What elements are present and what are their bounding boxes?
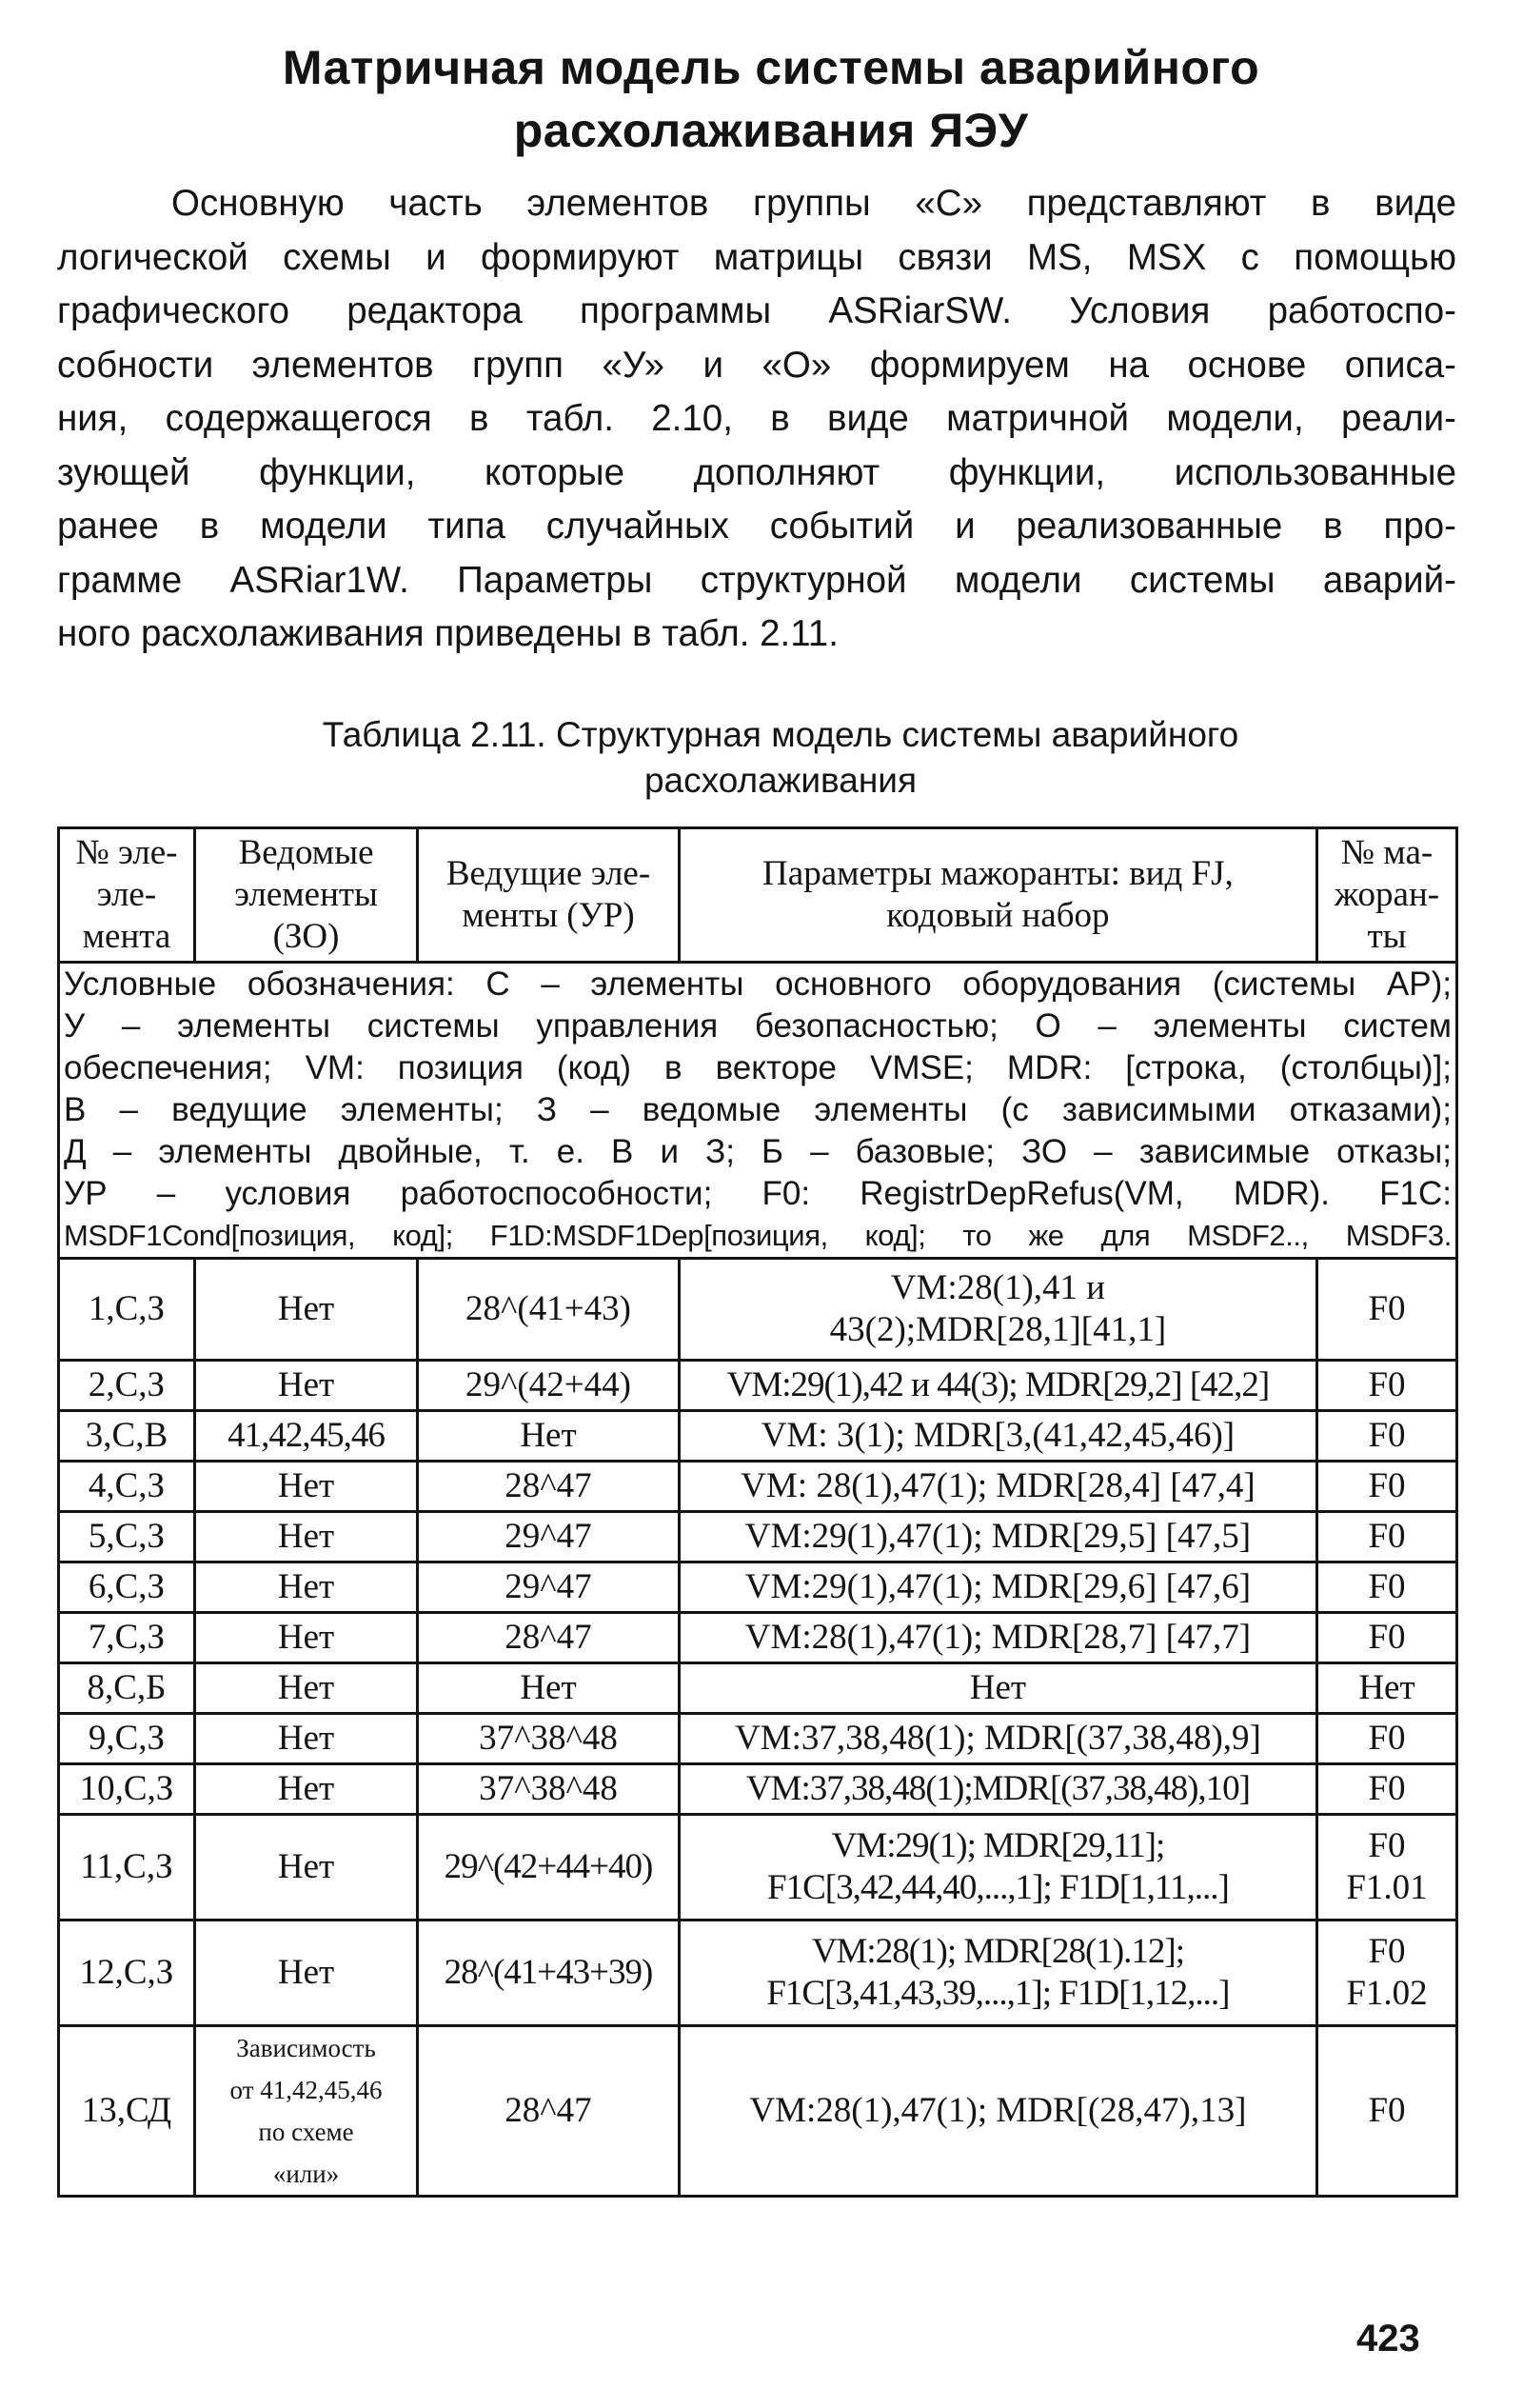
cell-element: 6,С,З [59,1562,195,1613]
cell-dependent: Нет [194,1512,417,1562]
cell-dependent: Нет [194,1815,417,1920]
cell-element: 5,С,З [59,1512,195,1562]
cell-majorant: F0 [1316,1259,1456,1361]
cell-majorant: F0 [1316,1462,1456,1512]
cell-leading: 29^47 [418,1562,680,1613]
cell-leading: 28^(41+43+39) [418,1920,680,2026]
cell-element: 2,С,З [59,1361,195,1411]
table-row [59,1764,1457,1815]
title-line-2: расхолаживания ЯЭУ [513,104,1029,157]
caption-line-1: Таблица 2.11. Структурная модель системы аварийного [322,715,1239,754]
table-row [59,1562,1457,1613]
legend-line: Д – элементы двойные, т. е. В и З; Б – базовые; ЗО – зависимые отказы; [64,1133,1452,1170]
cell-parameters: VM:28(1),47(1); MDR[(28,47),13] [679,2026,1316,2197]
legend-line: обеспечения; VM: позиция (код) в векторе VMSE; MDR: [строка, (столбцы)]; [64,1049,1452,1086]
table-row [59,1714,1457,1764]
cell-leading: Нет [418,1411,680,1462]
legend-line: В – ведущие элементы; З – ведомые элементы (с зависимыми отказами); [64,1091,1452,1128]
cell-dependent: Нет [194,1613,417,1663]
table-header-row [59,828,1457,963]
cell-dependent: Нет [194,1663,417,1714]
table-caption [114,712,1447,804]
cell-element: 1,С,З [59,1259,195,1361]
paragraph-line: ного расхолаживания приведены в табл. 2.11. [57,613,839,654]
cell-majorant: F0 [1316,2026,1456,2197]
cell-parameters: VM:29(1),47(1); MDR[29,5] [47,5] [679,1512,1316,1562]
cell-parameters: VM:28(1); MDR[28(1).12]; F1C[3,41,43,39,...,1]; F1D[1,12,...] [679,1920,1316,2026]
cell-leading: 28^47 [418,1613,680,1663]
table-row [59,1920,1457,2026]
page-number: 423 [1356,2318,1420,2359]
cell-parameters: VM:37,38,48(1); MDR[(37,38,48),9] [679,1714,1316,1764]
cell-dependent: Нет [194,1259,417,1361]
cell-parameters: VM:29(1),47(1); MDR[29,6] [47,6] [679,1562,1316,1613]
table-row [59,1361,1457,1411]
paragraph-line: зующей функции, которые дополняют функции, использованные [57,451,1456,493]
table-row [59,1613,1457,1663]
cell-dependent: Нет [194,1361,417,1411]
cell-leading: 37^38^48 [418,1714,680,1764]
cell-parameters: VM:37,38,48(1);MDR[(37,38,48),10] [679,1764,1316,1815]
cell-parameters: VM:28(1),41 и 43(2);MDR[28,1][41,1] [679,1259,1316,1361]
table-row [59,1411,1457,1462]
cell-majorant: Нет [1316,1663,1456,1714]
table-row [59,1663,1457,1714]
paragraph-line: логической схемы и формируют матрицы связи MS, MSX с помощью [57,236,1456,278]
paragraph-line: графического редактора программы ASRiarSW. Условия работоспо- [57,290,1456,331]
legend-line: Условные обозначения: С – элементы основного оборудования (системы АР); [64,965,1452,1003]
cell-leading: 29^(42+44+40) [418,1815,680,1920]
cell-majorant: F0 [1316,1562,1456,1613]
cell-majorant: F0 [1316,1512,1456,1562]
cell-dependent: Нет [194,1764,417,1815]
header-element-number: № эле- эле- мента [59,828,195,963]
table-row [59,1815,1457,1920]
cell-element: 11,С,З [59,1815,195,1920]
header-majorant-parameters: Параметры мажоранты: вид FJ, кодовый набор [679,828,1316,963]
cell-element: 9,С,З [59,1714,195,1764]
cell-leading: 29^47 [418,1512,680,1562]
cell-element: 4,С,З [59,1462,195,1512]
caption-line-2: расхолаживания [643,761,918,800]
cell-majorant: F0 F1.02 [1316,1920,1456,2026]
cell-leading: 28^47 [418,1462,680,1512]
paragraph-line: Основную часть элементов группы «С» представляют в виде [171,183,1456,224]
cell-element: 10,С,З [59,1764,195,1815]
cell-parameters: VM:29(1); MDR[29,11]; F1C[3,42,44,40,...,1]; F1D[1,11,...] [679,1815,1316,1920]
cell-majorant: F0 [1316,1411,1456,1462]
table-row [59,1462,1457,1512]
cell-leading: 28^47 [418,2026,680,2197]
cell-leading: 37^38^48 [418,1764,680,1815]
cell-dependent: Нет [194,1920,417,2026]
cell-leading: Нет [418,1663,680,1714]
paragraph-line: ранее в модели типа случайных событий и реализованные в про- [57,506,1456,547]
cell-parameters: Нет [679,1663,1316,1714]
title-line-1: Матричная модель системы аварийного [282,41,1260,94]
legend-line: У – элементы системы управления безопасностью; О – элементы систем [64,1007,1452,1045]
paragraph-line: собности элементов групп «У» и «О» формируем на основе описа- [57,344,1456,386]
header-majorant-number: № ма- жоран- ты [1316,828,1456,963]
header-dependent-elements: Ведомые элементы (ЗО) [194,828,417,963]
cell-parameters: VM: 3(1); MDR[3,(41,42,45,46)] [679,1411,1316,1462]
legend-cell [59,963,1457,1259]
cell-element: 7,С,З [59,1613,195,1663]
cell-element: 13,СД [59,2026,195,2197]
cell-majorant: F0 [1316,1613,1456,1663]
body-paragraph [57,177,1456,662]
cell-dependent: Нет [194,1714,417,1764]
cell-dependent: Нет [194,1462,417,1512]
paragraph-line: ния, содержащегося в табл. 2.10, в виде матричной модели, реали- [57,398,1456,439]
structure-table [57,826,1458,2198]
table-row [59,1512,1457,1562]
legend-line: MSDF1Cond[позиция, код]; F1D:MSDF1Dep[позиция, код]; то же для MSDF2.., MSDF3. [64,1219,1452,1252]
legend-line: УР – условия работоспособности; F0: RegistrDepRefus(VM, MDR). F1C: [64,1175,1452,1212]
cell-majorant: F0 F1.01 [1316,1815,1456,1920]
cell-element: 8,С,Б [59,1663,195,1714]
cell-parameters: VM:28(1),47(1); MDR[28,7] [47,7] [679,1613,1316,1663]
table-row [59,1259,1457,1361]
cell-leading: 28^(41+43) [418,1259,680,1361]
cell-parameters: VM: 28(1),47(1); MDR[28,4] [47,4] [679,1462,1316,1512]
paragraph-line: грамме ASRiar1W. Параметры структурной модели системы аварий- [57,559,1456,601]
cell-dependent: Нет [194,1562,417,1613]
cell-element: 3,С,В [59,1411,195,1462]
cell-majorant: F0 [1316,1361,1456,1411]
table-row [59,2026,1457,2197]
page-title [114,36,1428,162]
header-leading-elements: Ведущие эле- менты (УР) [418,828,680,963]
cell-parameters: VM:29(1),42 и 44(3); MDR[29,2] [42,2] [679,1361,1316,1411]
cell-majorant: F0 [1316,1714,1456,1764]
cell-element: 12,С,З [59,1920,195,2026]
cell-majorant: F0 [1316,1764,1456,1815]
cell-leading: 29^(42+44) [418,1361,680,1411]
cell-dependent: 41,42,45,46 [194,1411,417,1462]
legend-row [59,963,1457,1259]
cell-dependent: Зависимость от 41,42,45,46 по схеме «или» [194,2026,417,2197]
